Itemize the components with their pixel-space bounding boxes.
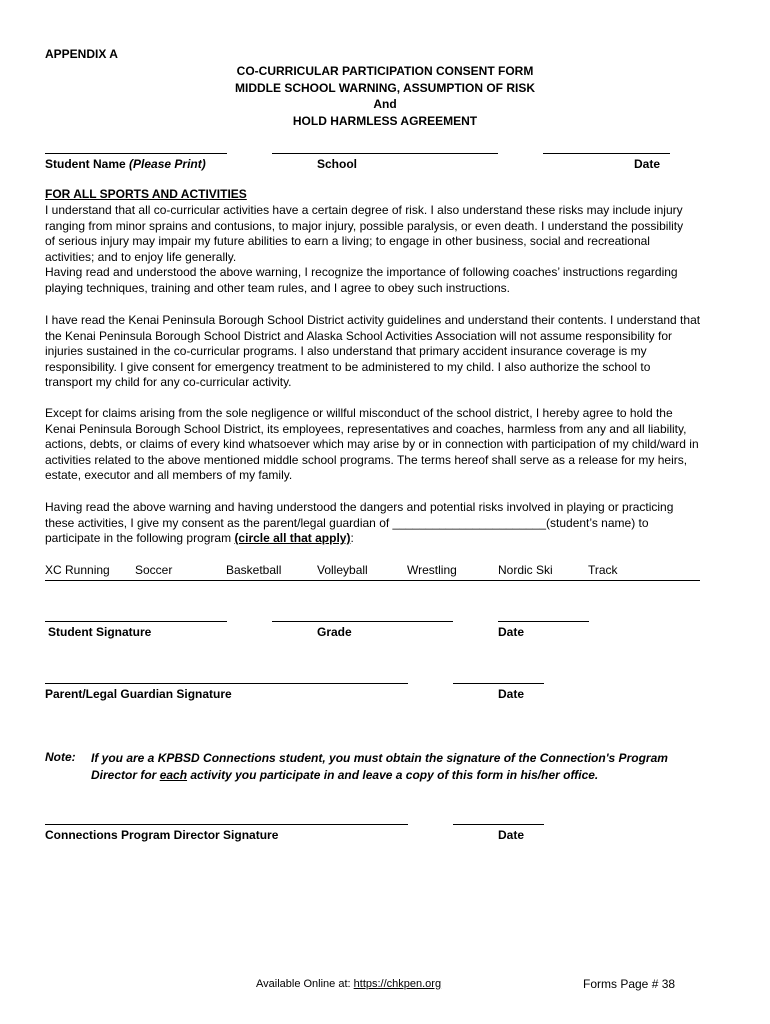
paragraph-line: of serious injury may impair my future abilities to earn a living; to engage in other business, social and recreational: [45, 234, 650, 249]
title-line-3: And: [373, 97, 397, 111]
note-line-1: If you are a KPBSD Connections student, you must obtain the signature of the Connection's Program: [91, 751, 668, 765]
date-label: Date: [498, 687, 525, 701]
title-line-2: MIDDLE SCHOOL WARNING, ASSUMPTION OF RISK: [234, 80, 535, 95]
director-signature-label: Connections Program Director Signature: [45, 828, 279, 842]
program-nordic-ski[interactable]: Nordic Ski: [498, 563, 553, 577]
note-label: Note:: [45, 750, 76, 764]
paragraph-line: playing techniques, training and other team rules, and I agree to obey such instructions.: [45, 280, 510, 295]
program-track[interactable]: Track: [588, 563, 618, 577]
program-xc-running[interactable]: XC Running: [45, 563, 110, 577]
note-line-2: [91, 767, 668, 784]
note-emphasis: each: [159, 767, 188, 782]
consent-text: :: [350, 531, 354, 546]
date-line[interactable]: [498, 621, 589, 622]
school-line[interactable]: [272, 153, 498, 154]
paragraph-line: [45, 531, 745, 547]
student-name-line[interactable]: [45, 153, 227, 154]
program-soccer[interactable]: Soccer: [135, 563, 173, 577]
footer-available-text: Available Online at:: [256, 978, 354, 990]
program-basketball[interactable]: Basketball: [226, 563, 282, 577]
paragraph-line: Except for claims arising from the sole negligence or willful misconduct of the school district, I hereby agree to hold the: [45, 406, 673, 420]
paragraph-line: injuries sustained in the co-curricular programs. I also understand that primary accident insurance coverage is my: [45, 344, 647, 359]
paragraph-risk: [45, 203, 745, 297]
footer-url-link[interactable]: https://chkpen.org: [353, 978, 442, 990]
student-name-label: [45, 157, 206, 171]
date-label: Date: [498, 625, 525, 639]
note-text-part: Director for: [91, 767, 160, 782]
paragraph-line: activities; and to enjoy life generally.: [45, 249, 237, 264]
section-heading: FOR ALL SPORTS AND ACTIVITIES: [45, 187, 247, 201]
circle-all-text: (circle all that apply): [234, 531, 351, 546]
paragraph-line: estate, executor and all members of my family.: [45, 468, 293, 483]
title-line-1: CO-CURRICULAR PARTICIPATION CONSENT FORM: [236, 64, 534, 78]
paragraph-line: ranging from minor sprains and contusions, to major injury, possible paralysis, or even death. I understand the possibility: [45, 218, 684, 233]
paragraph-line: I understand that all co-curricular activities have a certain degree of risk. I also understand these risks may include injury: [45, 203, 683, 217]
paragraph-line: [45, 516, 745, 532]
program-volleyball[interactable]: Volleyball: [317, 563, 368, 577]
appendix-label: APPENDIX A: [45, 47, 118, 61]
grade-label: Grade: [317, 625, 352, 639]
paragraph-line: Having read the above warning and having understood the dangers and potential risks involved in playing or practicing: [45, 500, 674, 514]
date-line[interactable]: [453, 824, 544, 825]
consent-text: (student’s name) to: [546, 515, 649, 530]
paragraph-line: actions, debts, or claims of every kind whatsoever which may arise by or in connection with participation of my child/ward in: [45, 437, 699, 452]
note-text-part: activity you participate in and leave a copy of this form in his/her office.: [187, 767, 599, 782]
footer-availability: [256, 978, 441, 990]
consent-text: these activities, I give my consent as the parent/legal guardian of: [45, 515, 393, 530]
paragraph-consent: [45, 500, 745, 547]
student-signature-label: Student Signature: [48, 625, 152, 639]
student-signature-line[interactable]: [45, 621, 227, 622]
program-wrestling[interactable]: Wrestling: [407, 563, 457, 577]
parent-signature-line[interactable]: [45, 683, 408, 684]
paragraph-hold-harmless: [45, 406, 745, 484]
student-name-blank[interactable]: _______________________: [392, 515, 547, 530]
paragraph-line: responsibility. I give consent for emergency treatment to be administered to my child. I also authorize the school to: [45, 359, 651, 374]
paragraph-line: activities related to the above mentioned middle school programs. The terms hereof shall serve as a release for my heirs,: [45, 452, 688, 467]
paragraph-line: I have read the Kenai Peninsula Borough School District activity guidelines and understand their contents. I understand that: [45, 313, 701, 327]
paragraph-line: transport my child for any co-curricular activity.: [45, 375, 292, 390]
title-line-4: HOLD HARMLESS AGREEMENT: [292, 113, 478, 128]
date-line[interactable]: [543, 153, 670, 154]
date-line[interactable]: [453, 683, 544, 684]
student-name-text: Student Name: [45, 157, 126, 171]
paragraph-line: the Kenai Peninsula Borough School District and Alaska School Activities Association will not assume responsibility for: [45, 328, 672, 343]
footer-page-number: Forms Page # 38: [583, 977, 676, 991]
date-label: Date: [498, 828, 525, 842]
consent-text: participate in the following program: [45, 531, 235, 546]
school-label: School: [317, 157, 358, 171]
paragraph-guidelines: [45, 313, 745, 391]
date-label: Date: [634, 157, 661, 171]
note-text: [91, 750, 668, 783]
program-underline: [45, 580, 700, 581]
grade-line[interactable]: [272, 621, 453, 622]
form-title: [0, 63, 770, 129]
paragraph-line: Kenai Peninsula Borough School District, its employees, representatives and coaches, harmless from any and all liability,: [45, 421, 687, 436]
director-signature-line[interactable]: [45, 824, 408, 825]
paragraph-line: Having read and understood the above warning, I recognize the importance of following coaches’ instructions regarding: [45, 265, 678, 280]
parent-signature-label: Parent/Legal Guardian Signature: [45, 687, 232, 701]
please-print-text: (Please Print): [129, 157, 206, 171]
